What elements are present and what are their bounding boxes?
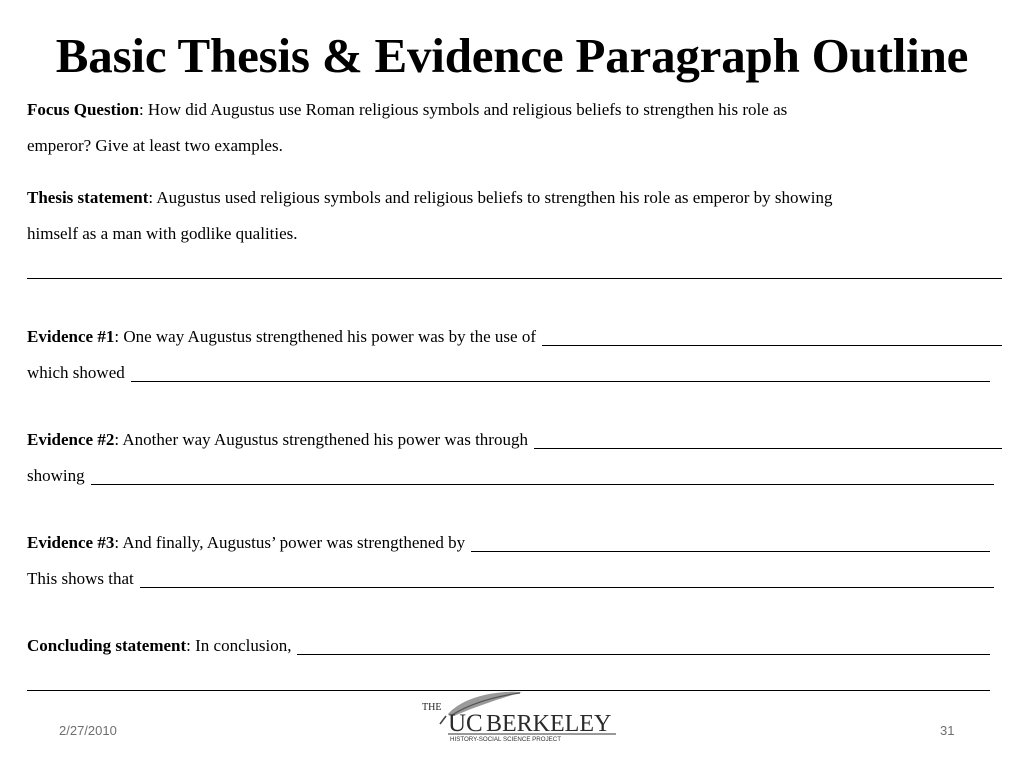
evidence-1-line-1: [27, 319, 1002, 355]
outline-body: [27, 92, 1002, 700]
evidence-3-line-2: [27, 561, 1002, 597]
conclusion-blank[interactable]: [297, 654, 990, 655]
conclusion-text: : In conclusion,: [186, 636, 292, 655]
evidence-1-blank[interactable]: [542, 345, 1002, 346]
footer-date: 2/27/2010: [59, 723, 117, 738]
focus-question-line-1: [27, 92, 1002, 128]
focus-question-line-2: [27, 128, 1002, 164]
evidence-1-text-cont: which showed: [27, 363, 125, 382]
evidence-3-explanation-blank[interactable]: [140, 587, 994, 588]
thesis-answer-blank[interactable]: [27, 278, 1002, 279]
conclusion-label: Concluding statement: [27, 636, 187, 655]
evidence-1-explanation-blank[interactable]: [131, 381, 990, 382]
thesis-text-cont: himself as a man with godlike qualities.: [27, 224, 298, 243]
evidence-2-line-1: [27, 422, 1002, 458]
thesis-text: : Augustus used religious symbols and religious beliefs to strengthen his role as emperor by showing: [148, 188, 833, 207]
thesis-line-1: [27, 180, 1002, 216]
evidence-2-label: Evidence #2: [27, 430, 115, 449]
thesis-blank-line: [27, 252, 1002, 288]
evidence-3-blank[interactable]: [471, 551, 990, 552]
evidence-3-text-cont: This shows that: [27, 569, 134, 588]
evidence-3-text: : And finally, Augustus’ power was strengthened by: [114, 533, 466, 552]
logo-name: BERKELEY: [486, 711, 612, 737]
evidence-2-blank[interactable]: [534, 448, 1002, 449]
evidence-1-line-2: [27, 355, 1002, 391]
uc-berkeley-logo: [418, 688, 618, 744]
thesis-label: Thesis statement: [27, 188, 149, 207]
focus-question-label: Focus Question: [27, 100, 139, 119]
thesis-line-2: [27, 216, 1002, 252]
evidence-2-explanation-blank[interactable]: [91, 484, 994, 485]
evidence-2-text-cont: showing: [27, 466, 85, 485]
page-number: 31: [940, 723, 955, 738]
evidence-1-text: : One way Augustus strengthened his power was by the use of: [114, 327, 536, 346]
conclusion-line-1: [27, 628, 1002, 664]
evidence-2-text: : Another way Augustus strengthened his power was through: [114, 430, 528, 449]
logo-uc: UC: [448, 710, 483, 737]
logo-prefix: THE: [422, 702, 442, 713]
focus-question-text: : How did Augustus use Roman religious symbols and religious beliefs to strengthen his role as: [138, 100, 788, 119]
evidence-1-label: Evidence #1: [27, 327, 115, 346]
evidence-2-line-2: [27, 458, 1002, 494]
evidence-3-label: Evidence #3: [27, 533, 115, 552]
focus-question-text-cont: emperor? Give at least two examples.: [27, 136, 283, 155]
logo-tagline: HISTORY-SOCIAL SCIENCE PROJECT: [450, 736, 562, 743]
slide-title: Basic Thesis & Evidence Paragraph Outline: [55, 28, 969, 83]
evidence-3-line-1: [27, 525, 1002, 561]
